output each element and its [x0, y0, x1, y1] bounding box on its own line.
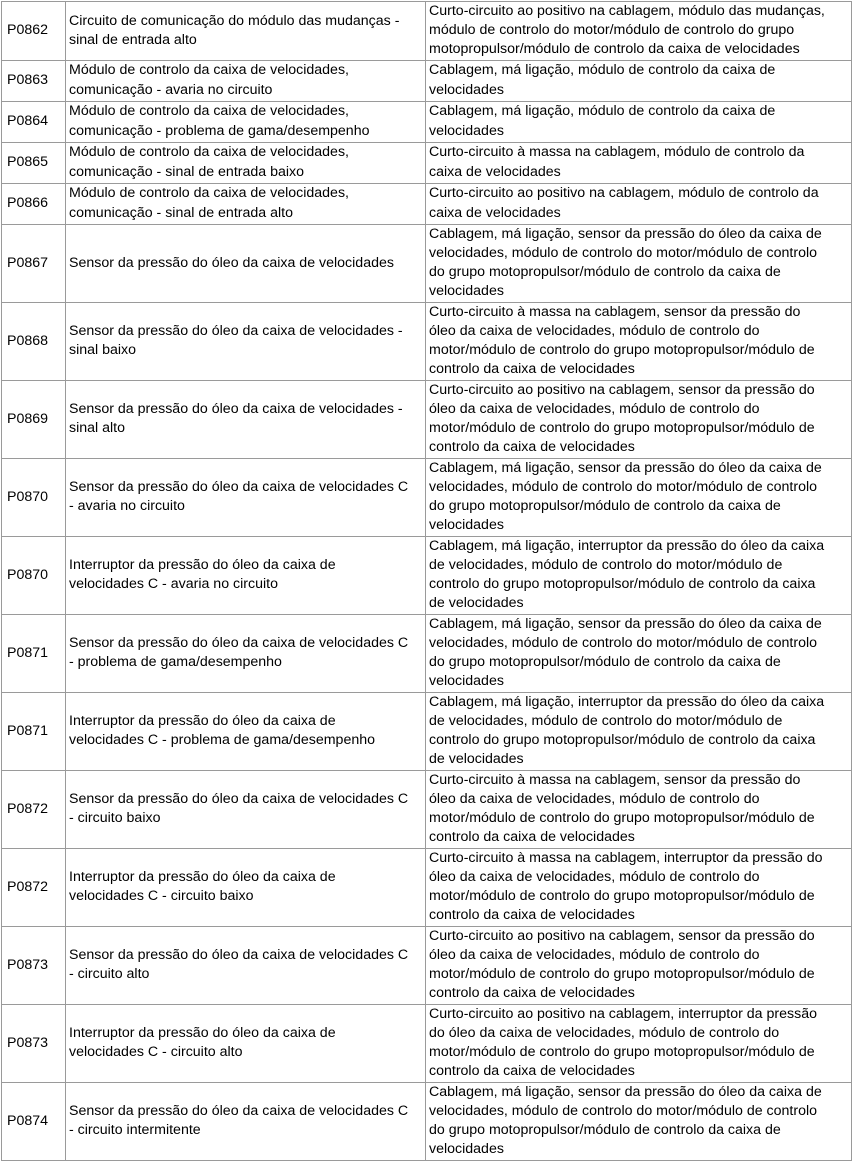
dtc-description: Interruptor da pressão do óleo da caixa de velocidades C - circuito baixo	[66, 848, 426, 926]
dtc-description: Módulo de controlo da caixa de velocidades, comunicação - avaria no circuito	[66, 60, 426, 101]
table-row	[2, 183, 852, 224]
dtc-description: Módulo de controlo da caixa de velocidades, comunicação - sinal de entrada alto	[66, 183, 426, 224]
dtc-possible-cause: Cablagem, má ligação, interruptor da pressão do óleo da caixa de velocidades, módulo de controlo do motor/módulo de controlo do grupo motopropulsor/módulo de controlo da caixa de velocidades	[426, 536, 852, 614]
dtc-code: P0864	[2, 101, 66, 142]
dtc-possible-cause: Cablagem, má ligação, interruptor da pressão do óleo da caixa de velocidades, módulo de controlo do motor/módulo de controlo do grupo motopropulsor/módulo de controlo da caixa de velocidades	[426, 692, 852, 770]
dtc-possible-cause: Cablagem, má ligação, módulo de controlo da caixa de velocidades	[426, 101, 852, 142]
dtc-code: P0873	[2, 926, 66, 1004]
table-row	[2, 848, 852, 926]
dtc-description: Sensor da pressão do óleo da caixa de velocidades C - circuito baixo	[66, 770, 426, 848]
table-row	[2, 926, 852, 1004]
dtc-code: P0871	[2, 692, 66, 770]
dtc-description: Interruptor da pressão do óleo da caixa de velocidades C - circuito alto	[66, 1004, 426, 1082]
table-row	[2, 1082, 852, 1160]
table-row	[2, 302, 852, 380]
table-row	[2, 458, 852, 536]
dtc-possible-cause: Curto-circuito ao positivo na cablagem, módulo das mudanças, módulo de controlo do motor/módulo de controlo do grupo motopropulsor/módulo de controlo da caixa de velocidades	[426, 2, 852, 61]
dtc-code: P0870	[2, 536, 66, 614]
dtc-possible-cause: Curto-circuito ao positivo na cablagem, sensor da pressão do óleo da caixa de velocidades, módulo de controlo do motor/módulo de controlo do grupo motopropulsor/módulo de controlo da caixa de velocidades	[426, 380, 852, 458]
table-row	[2, 60, 852, 101]
dtc-possible-cause: Curto-circuito à massa na cablagem, sensor da pressão do óleo da caixa de velocidades, módulo de controlo do motor/módulo de controlo do grupo motopropulsor/módulo de controlo da caixa de velocidades	[426, 302, 852, 380]
dtc-code: P0872	[2, 848, 66, 926]
dtc-code: P0863	[2, 60, 66, 101]
dtc-code: P0874	[2, 1082, 66, 1160]
dtc-possible-cause: Cablagem, má ligação, sensor da pressão do óleo da caixa de velocidades, módulo de controlo do motor/módulo de controlo do grupo motopropulsor/módulo de controlo da caixa de velocidades	[426, 1082, 852, 1160]
dtc-description: Sensor da pressão do óleo da caixa de velocidades C - avaria no circuito	[66, 458, 426, 536]
dtc-description: Interruptor da pressão do óleo da caixa de velocidades C - problema de gama/desempenho	[66, 692, 426, 770]
table-row	[2, 224, 852, 302]
dtc-possible-cause: Cablagem, má ligação, módulo de controlo da caixa de velocidades	[426, 60, 852, 101]
table-row	[2, 1004, 852, 1082]
dtc-description: Circuito de comunicação do módulo das mudanças - sinal de entrada alto	[66, 2, 426, 61]
dtc-description: Interruptor da pressão do óleo da caixa de velocidades C - avaria no circuito	[66, 536, 426, 614]
dtc-code: P0873	[2, 1004, 66, 1082]
dtc-code: P0869	[2, 380, 66, 458]
dtc-description: Sensor da pressão do óleo da caixa de velocidades C - circuito alto	[66, 926, 426, 1004]
dtc-possible-cause: Curto-circuito à massa na cablagem, sensor da pressão do óleo da caixa de velocidades, módulo de controlo do motor/módulo de controlo do grupo motopropulsor/módulo de controlo da caixa de velocidades	[426, 770, 852, 848]
dtc-table	[1, 1, 852, 1161]
dtc-code: P0862	[2, 2, 66, 61]
table-row	[2, 380, 852, 458]
dtc-possible-cause: Cablagem, má ligação, sensor da pressão do óleo da caixa de velocidades, módulo de controlo do motor/módulo de controlo do grupo motopropulsor/módulo de controlo da caixa de velocidades	[426, 614, 852, 692]
dtc-description: Sensor da pressão do óleo da caixa de velocidades C - circuito intermitente	[66, 1082, 426, 1160]
dtc-possible-cause: Curto-circuito à massa na cablagem, interruptor da pressão do óleo da caixa de velocidades, módulo de controlo do motor/módulo de controlo do grupo motopropulsor/módulo de controlo da caixa de velocidades	[426, 848, 852, 926]
dtc-code: P0872	[2, 770, 66, 848]
dtc-description: Sensor da pressão do óleo da caixa de velocidades - sinal alto	[66, 380, 426, 458]
dtc-description: Sensor da pressão do óleo da caixa de velocidades C - problema de gama/desempenho	[66, 614, 426, 692]
table-row	[2, 536, 852, 614]
dtc-possible-cause: Curto-circuito à massa na cablagem, módulo de controlo da caixa de velocidades	[426, 142, 852, 183]
dtc-code: P0870	[2, 458, 66, 536]
dtc-description: Sensor da pressão do óleo da caixa de velocidades	[66, 224, 426, 302]
dtc-code: P0867	[2, 224, 66, 302]
dtc-code: P0866	[2, 183, 66, 224]
table-row	[2, 770, 852, 848]
table-row	[2, 2, 852, 61]
table-row	[2, 142, 852, 183]
dtc-possible-cause: Curto-circuito ao positivo na cablagem, módulo de controlo da caixa de velocidades	[426, 183, 852, 224]
table-row	[2, 101, 852, 142]
dtc-code: P0865	[2, 142, 66, 183]
dtc-description: Módulo de controlo da caixa de velocidades, comunicação - sinal de entrada baixo	[66, 142, 426, 183]
table-row	[2, 692, 852, 770]
dtc-possible-cause: Cablagem, má ligação, sensor da pressão do óleo da caixa de velocidades, módulo de controlo do motor/módulo de controlo do grupo motopropulsor/módulo de controlo da caixa de velocidades	[426, 458, 852, 536]
dtc-description: Módulo de controlo da caixa de velocidades, comunicação - problema de gama/desempenho	[66, 101, 426, 142]
dtc-description: Sensor da pressão do óleo da caixa de velocidades - sinal baixo	[66, 302, 426, 380]
dtc-code: P0868	[2, 302, 66, 380]
dtc-code: P0871	[2, 614, 66, 692]
dtc-possible-cause: Cablagem, má ligação, sensor da pressão do óleo da caixa de velocidades, módulo de controlo do motor/módulo de controlo do grupo motopropulsor/módulo de controlo da caixa de velocidades	[426, 224, 852, 302]
dtc-possible-cause: Curto-circuito ao positivo na cablagem, interruptor da pressão do óleo da caixa de velocidades, módulo de controlo do motor/módulo de controlo do grupo motopropulsor/módulo de controlo da caixa de velocidades	[426, 1004, 852, 1082]
dtc-possible-cause: Curto-circuito ao positivo na cablagem, sensor da pressão do óleo da caixa de velocidades, módulo de controlo do motor/módulo de controlo do grupo motopropulsor/módulo de controlo da caixa de velocidades	[426, 926, 852, 1004]
table-row	[2, 614, 852, 692]
